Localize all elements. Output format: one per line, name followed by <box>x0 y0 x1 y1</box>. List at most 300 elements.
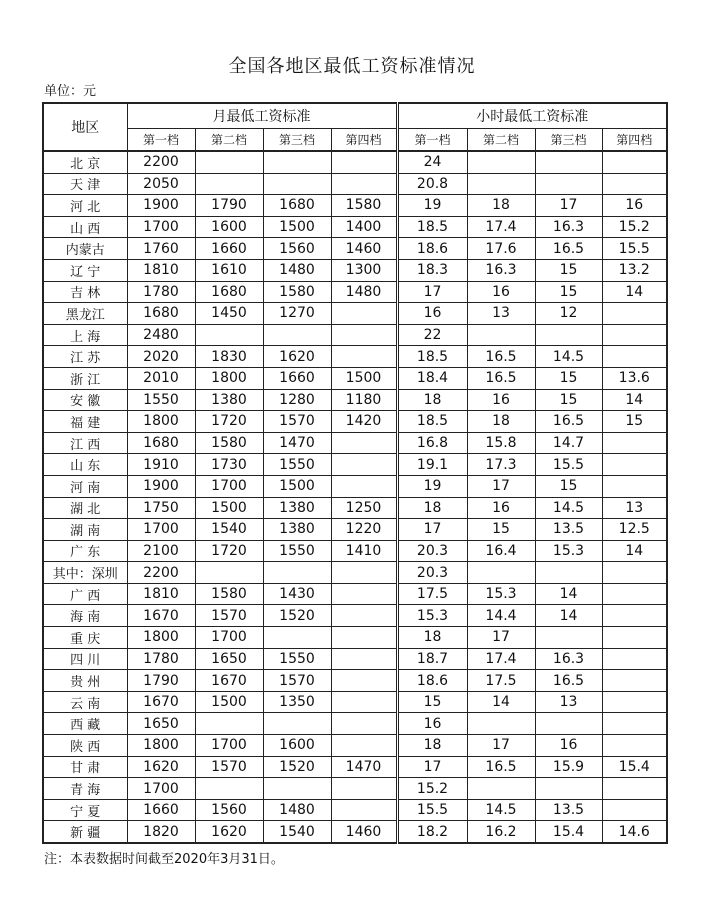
hourly-wage-cell: 14.7 <box>535 432 602 454</box>
hourly-wage-cell: 17.5 <box>467 670 535 692</box>
monthly-wage-cell: 1780 <box>127 281 195 303</box>
region-cell: 云 南 <box>43 691 127 713</box>
hourly-wage-cell <box>602 605 667 627</box>
hourly-wage-cell: 15 <box>535 389 602 411</box>
monthly-wage-cell: 1540 <box>195 519 263 541</box>
monthly-wage-cell: 1560 <box>195 799 263 821</box>
monthly-wage-cell: 1410 <box>331 540 397 562</box>
region-cell: 宁 夏 <box>43 799 127 821</box>
hourly-wage-cell: 15.3 <box>467 583 535 605</box>
table-row <box>43 281 667 303</box>
hourly-wage-cell: 16 <box>467 281 535 303</box>
hourly-wage-cell: 19 <box>397 475 467 497</box>
hourly-wage-cell: 15 <box>602 411 667 433</box>
hourly-wage-cell: 15 <box>535 259 602 281</box>
monthly-wage-cell: 1480 <box>263 799 331 821</box>
table-row <box>43 583 667 605</box>
monthly-wage-cell: 1810 <box>127 583 195 605</box>
monthly-wage-cell: 1830 <box>195 346 263 368</box>
region-cell: 新 疆 <box>43 821 127 843</box>
monthly-wage-cell <box>331 605 397 627</box>
monthly-wage-cell: 1670 <box>127 605 195 627</box>
monthly-wage-cell: 1550 <box>263 454 331 476</box>
hourly-wage-cell: 18 <box>397 389 467 411</box>
monthly-wage-cell: 1500 <box>263 216 331 238</box>
monthly-wage-cell: 2050 <box>127 173 195 195</box>
page-title: 全国各地区最低工资标准情况 <box>228 56 476 77</box>
monthly-tier-header: 第二档 <box>195 129 263 152</box>
hourly-wage-cell <box>602 713 667 735</box>
monthly-tier-header: 第四档 <box>331 129 397 152</box>
table-row <box>43 475 667 497</box>
hourly-wage-cell <box>602 799 667 821</box>
hourly-wage-cell: 16 <box>535 735 602 757</box>
table-row <box>43 778 667 800</box>
hourly-wage-cell: 14.5 <box>535 346 602 368</box>
hourly-wage-cell: 13 <box>602 497 667 519</box>
monthly-wage-cell <box>331 173 397 195</box>
region-header: 地区 <box>43 103 127 151</box>
hourly-wage-cell: 16 <box>467 389 535 411</box>
monthly-wage-cell: 2480 <box>127 324 195 346</box>
monthly-wage-cell: 1700 <box>195 735 263 757</box>
hourly-wage-cell <box>535 562 602 584</box>
region-cell: 西 藏 <box>43 713 127 735</box>
table-row <box>43 432 667 454</box>
table-row <box>43 216 667 238</box>
table-row <box>43 151 667 173</box>
monthly-wage-cell: 1580 <box>331 195 397 217</box>
monthly-wage-cell: 1380 <box>263 519 331 541</box>
table-row <box>43 562 667 584</box>
hourly-wage-cell: 15.2 <box>602 216 667 238</box>
hourly-wage-cell <box>535 173 602 195</box>
hourly-wage-cell: 18.6 <box>397 238 467 260</box>
monthly-wage-cell <box>263 151 331 173</box>
monthly-wage-cell: 2020 <box>127 346 195 368</box>
monthly-wage-cell: 1730 <box>195 454 263 476</box>
hourly-tier-header: 第三档 <box>535 129 602 152</box>
table-row <box>43 691 667 713</box>
table-row <box>43 799 667 821</box>
monthly-wage-cell <box>331 799 397 821</box>
hourly-wage-cell: 12.5 <box>602 519 667 541</box>
table-row <box>43 173 667 195</box>
hourly-wage-cell: 14.5 <box>467 799 535 821</box>
table-row <box>43 367 667 389</box>
hourly-tier-header: 第二档 <box>467 129 535 152</box>
monthly-wage-cell: 1470 <box>263 432 331 454</box>
hourly-wage-cell: 13 <box>467 303 535 325</box>
hourly-wage-cell: 16 <box>602 195 667 217</box>
hourly-wage-cell: 15.4 <box>535 821 602 843</box>
monthly-wage-cell: 1550 <box>263 540 331 562</box>
hourly-wage-cell <box>602 648 667 670</box>
hourly-wage-cell: 15 <box>467 519 535 541</box>
table-row <box>43 324 667 346</box>
region-cell: 北 京 <box>43 151 127 173</box>
hourly-wage-cell <box>467 324 535 346</box>
table-row <box>43 389 667 411</box>
hourly-wage-cell <box>602 670 667 692</box>
region-cell: 黑龙江 <box>43 303 127 325</box>
region-cell: 江 苏 <box>43 346 127 368</box>
monthly-wage-cell: 1680 <box>195 281 263 303</box>
region-cell: 天 津 <box>43 173 127 195</box>
hourly-wage-cell: 17 <box>535 195 602 217</box>
hourly-wage-cell: 17 <box>467 475 535 497</box>
hourly-wage-cell: 18 <box>467 195 535 217</box>
hourly-wage-cell <box>602 454 667 476</box>
hourly-wage-cell <box>602 324 667 346</box>
hourly-wage-cell: 18 <box>397 735 467 757</box>
hourly-wage-cell: 18 <box>467 411 535 433</box>
hourly-wage-cell: 12 <box>535 303 602 325</box>
monthly-wage-cell: 1270 <box>263 303 331 325</box>
hourly-wage-cell: 16 <box>467 497 535 519</box>
table-row <box>43 519 667 541</box>
monthly-wage-cell <box>331 713 397 735</box>
monthly-wage-cell: 1450 <box>195 303 263 325</box>
hourly-wage-cell <box>467 713 535 735</box>
wage-table <box>42 102 668 844</box>
monthly-wage-cell <box>331 778 397 800</box>
hourly-wage-cell: 18.5 <box>397 346 467 368</box>
monthly-wage-cell: 1660 <box>263 367 331 389</box>
table-row <box>43 303 667 325</box>
monthly-wage-cell: 1550 <box>127 389 195 411</box>
monthly-wage-cell <box>263 562 331 584</box>
monthly-wage-cell: 1820 <box>127 821 195 843</box>
monthly-wage-cell: 1540 <box>263 821 331 843</box>
hourly-wage-cell: 18 <box>397 497 467 519</box>
monthly-wage-cell <box>331 735 397 757</box>
monthly-wage-cell <box>195 562 263 584</box>
hourly-wage-cell: 15.5 <box>397 799 467 821</box>
region-cell: 辽 宁 <box>43 259 127 281</box>
table-row <box>43 411 667 433</box>
hourly-wage-cell: 18.2 <box>397 821 467 843</box>
hourly-wage-cell <box>467 151 535 173</box>
hourly-wage-cell: 16.5 <box>467 346 535 368</box>
region-cell: 浙 江 <box>43 367 127 389</box>
hourly-wage-cell: 18 <box>397 627 467 649</box>
hourly-wage-cell: 17.5 <box>397 583 467 605</box>
monthly-wage-cell: 1550 <box>263 648 331 670</box>
monthly-wage-cell: 1620 <box>127 756 195 778</box>
table-row <box>43 195 667 217</box>
monthly-wage-cell: 1700 <box>127 519 195 541</box>
monthly-wage-cell: 1300 <box>331 259 397 281</box>
hourly-tier-header: 第四档 <box>602 129 667 152</box>
hourly-wage-cell: 18.5 <box>397 411 467 433</box>
hourly-wage-cell <box>602 151 667 173</box>
monthly-wage-cell: 1400 <box>331 216 397 238</box>
monthly-wage-cell: 1760 <box>127 238 195 260</box>
monthly-wage-cell: 1750 <box>127 497 195 519</box>
hourly-wage-cell: 18.4 <box>397 367 467 389</box>
monthly-wage-cell: 2200 <box>127 151 195 173</box>
monthly-group-header: 月最低工资标准 <box>127 103 397 129</box>
region-cell: 河 北 <box>43 195 127 217</box>
monthly-wage-cell <box>263 713 331 735</box>
monthly-wage-cell <box>331 151 397 173</box>
table-row <box>43 821 667 843</box>
hourly-wage-cell: 18.7 <box>397 648 467 670</box>
monthly-wage-cell: 1680 <box>127 303 195 325</box>
monthly-wage-cell: 1900 <box>127 475 195 497</box>
hourly-wage-cell: 19 <box>397 195 467 217</box>
hourly-wage-cell: 15.2 <box>397 778 467 800</box>
table-row <box>43 346 667 368</box>
hourly-wage-cell <box>467 778 535 800</box>
monthly-wage-cell: 1780 <box>127 648 195 670</box>
hourly-wage-cell: 17 <box>397 756 467 778</box>
monthly-wage-cell: 1800 <box>195 367 263 389</box>
table-row <box>43 497 667 519</box>
region-cell: 吉 林 <box>43 281 127 303</box>
table-row <box>43 713 667 735</box>
monthly-wage-cell: 1600 <box>195 216 263 238</box>
region-cell: 海 南 <box>43 605 127 627</box>
hourly-wage-cell <box>535 713 602 735</box>
region-cell: 上 海 <box>43 324 127 346</box>
monthly-wage-cell: 1650 <box>127 713 195 735</box>
monthly-wage-cell: 1910 <box>127 454 195 476</box>
hourly-wage-cell: 18.3 <box>397 259 467 281</box>
monthly-wage-cell: 1580 <box>195 432 263 454</box>
monthly-wage-cell <box>195 778 263 800</box>
hourly-wage-cell: 18.5 <box>397 216 467 238</box>
monthly-wage-cell: 1620 <box>195 821 263 843</box>
hourly-wage-cell <box>602 735 667 757</box>
hourly-wage-cell: 15 <box>535 367 602 389</box>
region-cell: 其中：深圳 <box>43 562 127 584</box>
hourly-wage-cell: 15.9 <box>535 756 602 778</box>
monthly-wage-cell: 1430 <box>263 583 331 605</box>
monthly-wage-cell: 1670 <box>127 691 195 713</box>
hourly-wage-cell: 14 <box>535 583 602 605</box>
hourly-wage-cell: 20.3 <box>397 540 467 562</box>
hourly-tier-header: 第一档 <box>397 129 467 152</box>
hourly-wage-cell <box>535 778 602 800</box>
hourly-wage-cell <box>602 562 667 584</box>
hourly-wage-cell: 17.3 <box>467 454 535 476</box>
hourly-wage-cell: 20.3 <box>397 562 467 584</box>
footnote: 注：本表数据时间截至2020年3月31日。 <box>44 852 284 867</box>
table-row <box>43 454 667 476</box>
hourly-wage-cell: 14 <box>602 389 667 411</box>
region-cell: 福 建 <box>43 411 127 433</box>
region-cell: 四 川 <box>43 648 127 670</box>
monthly-wage-cell <box>331 583 397 605</box>
monthly-wage-cell: 1280 <box>263 389 331 411</box>
monthly-wage-cell: 1700 <box>195 475 263 497</box>
monthly-wage-cell: 1420 <box>331 411 397 433</box>
monthly-wage-cell: 1470 <box>331 756 397 778</box>
monthly-wage-cell <box>263 627 331 649</box>
region-cell: 广 东 <box>43 540 127 562</box>
monthly-wage-cell <box>263 173 331 195</box>
hourly-wage-cell: 16.3 <box>535 648 602 670</box>
hourly-wage-cell: 15 <box>535 475 602 497</box>
table-row <box>43 648 667 670</box>
monthly-wage-cell: 1610 <box>195 259 263 281</box>
monthly-wage-cell <box>331 670 397 692</box>
monthly-wage-cell: 1660 <box>127 799 195 821</box>
monthly-wage-cell: 1380 <box>195 389 263 411</box>
hourly-wage-cell: 14 <box>602 540 667 562</box>
hourly-wage-cell <box>535 627 602 649</box>
monthly-wage-cell: 1480 <box>263 259 331 281</box>
monthly-wage-cell <box>195 713 263 735</box>
monthly-wage-cell: 1580 <box>263 281 331 303</box>
hourly-wage-cell: 16.3 <box>535 216 602 238</box>
monthly-wage-cell: 1380 <box>263 497 331 519</box>
monthly-wage-cell: 1500 <box>195 691 263 713</box>
table-row <box>43 670 667 692</box>
hourly-wage-cell: 16 <box>397 713 467 735</box>
hourly-wage-cell <box>602 346 667 368</box>
hourly-wage-cell <box>602 303 667 325</box>
region-cell: 广 西 <box>43 583 127 605</box>
monthly-wage-cell: 1460 <box>331 238 397 260</box>
hourly-wage-cell: 13.6 <box>602 367 667 389</box>
monthly-wage-cell: 1560 <box>263 238 331 260</box>
monthly-wage-cell: 1460 <box>331 821 397 843</box>
table-row <box>43 238 667 260</box>
monthly-wage-cell <box>331 454 397 476</box>
region-cell: 贵 州 <box>43 670 127 692</box>
monthly-wage-cell: 1700 <box>195 627 263 649</box>
monthly-wage-cell: 1570 <box>263 411 331 433</box>
monthly-wage-cell <box>263 324 331 346</box>
monthly-wage-cell: 2100 <box>127 540 195 562</box>
monthly-wage-cell <box>331 475 397 497</box>
monthly-wage-cell: 1670 <box>195 670 263 692</box>
hourly-wage-cell: 16.8 <box>397 432 467 454</box>
table-row <box>43 627 667 649</box>
region-cell: 湖 南 <box>43 519 127 541</box>
hourly-wage-cell: 16.4 <box>467 540 535 562</box>
region-cell: 河 南 <box>43 475 127 497</box>
hourly-wage-cell: 17.4 <box>467 216 535 238</box>
hourly-wage-cell: 15 <box>535 281 602 303</box>
monthly-wage-cell: 1700 <box>127 216 195 238</box>
hourly-wage-cell: 17.6 <box>467 238 535 260</box>
unit-label: 单位：元 <box>44 84 97 99</box>
monthly-wage-cell <box>331 648 397 670</box>
monthly-wage-cell: 1800 <box>127 735 195 757</box>
monthly-wage-cell: 1700 <box>127 778 195 800</box>
hourly-wage-cell: 17 <box>467 735 535 757</box>
monthly-wage-cell: 1570 <box>195 605 263 627</box>
hourly-wage-cell <box>602 475 667 497</box>
table-row <box>43 259 667 281</box>
hourly-wage-cell <box>467 562 535 584</box>
hourly-group-header: 小时最低工资标准 <box>397 103 667 129</box>
hourly-wage-cell: 16.5 <box>467 367 535 389</box>
hourly-wage-cell <box>535 151 602 173</box>
hourly-wage-cell <box>602 691 667 713</box>
monthly-wage-cell: 1800 <box>127 411 195 433</box>
monthly-wage-cell: 1900 <box>127 195 195 217</box>
monthly-wage-cell <box>331 324 397 346</box>
monthly-wage-cell <box>331 303 397 325</box>
region-cell: 山 东 <box>43 454 127 476</box>
monthly-wage-cell: 1650 <box>195 648 263 670</box>
monthly-wage-cell: 1810 <box>127 259 195 281</box>
monthly-wage-cell: 1350 <box>263 691 331 713</box>
hourly-wage-cell <box>602 778 667 800</box>
hourly-wage-cell: 14 <box>535 605 602 627</box>
hourly-wage-cell: 16 <box>397 303 467 325</box>
monthly-tier-header: 第三档 <box>263 129 331 152</box>
hourly-wage-cell: 14.6 <box>602 821 667 843</box>
hourly-wage-cell: 17 <box>397 519 467 541</box>
hourly-wage-cell: 15.5 <box>602 238 667 260</box>
monthly-wage-cell <box>263 778 331 800</box>
hourly-wage-cell: 15.3 <box>397 605 467 627</box>
table-row <box>43 735 667 757</box>
monthly-wage-cell <box>331 432 397 454</box>
monthly-wage-cell: 1680 <box>127 432 195 454</box>
hourly-wage-cell: 17 <box>397 281 467 303</box>
hourly-wage-cell: 14.4 <box>467 605 535 627</box>
hourly-wage-cell: 16.5 <box>535 411 602 433</box>
monthly-wage-cell: 1660 <box>195 238 263 260</box>
region-cell: 江 西 <box>43 432 127 454</box>
hourly-wage-cell <box>602 583 667 605</box>
hourly-wage-cell: 17.4 <box>467 648 535 670</box>
monthly-wage-cell: 2200 <box>127 562 195 584</box>
monthly-wage-cell: 1480 <box>331 281 397 303</box>
region-cell: 山 西 <box>43 216 127 238</box>
hourly-wage-cell <box>602 173 667 195</box>
region-cell: 湖 北 <box>43 497 127 519</box>
hourly-wage-cell: 17 <box>467 627 535 649</box>
hourly-wage-cell: 16.5 <box>467 756 535 778</box>
monthly-wage-cell: 1220 <box>331 519 397 541</box>
monthly-wage-cell: 1180 <box>331 389 397 411</box>
region-cell: 甘 肃 <box>43 756 127 778</box>
monthly-wage-cell <box>331 562 397 584</box>
region-cell: 安 徽 <box>43 389 127 411</box>
region-cell: 重 庆 <box>43 627 127 649</box>
hourly-wage-cell: 13.5 <box>535 519 602 541</box>
monthly-wage-cell <box>331 627 397 649</box>
table-row <box>43 540 667 562</box>
table-row <box>43 605 667 627</box>
monthly-tier-header: 第一档 <box>127 129 195 152</box>
monthly-wage-cell: 1680 <box>263 195 331 217</box>
monthly-wage-cell: 1620 <box>263 346 331 368</box>
hourly-wage-cell: 22 <box>397 324 467 346</box>
hourly-wage-cell: 14 <box>602 281 667 303</box>
hourly-wage-cell: 13 <box>535 691 602 713</box>
hourly-wage-cell: 13.2 <box>602 259 667 281</box>
monthly-wage-cell <box>195 173 263 195</box>
hourly-wage-cell: 16.5 <box>535 238 602 260</box>
monthly-wage-cell: 2010 <box>127 367 195 389</box>
region-cell: 青 海 <box>43 778 127 800</box>
monthly-wage-cell: 1720 <box>195 411 263 433</box>
hourly-wage-cell: 14.5 <box>535 497 602 519</box>
hourly-wage-cell: 24 <box>397 151 467 173</box>
hourly-wage-cell: 19.1 <box>397 454 467 476</box>
hourly-wage-cell: 15 <box>397 691 467 713</box>
monthly-wage-cell <box>331 691 397 713</box>
